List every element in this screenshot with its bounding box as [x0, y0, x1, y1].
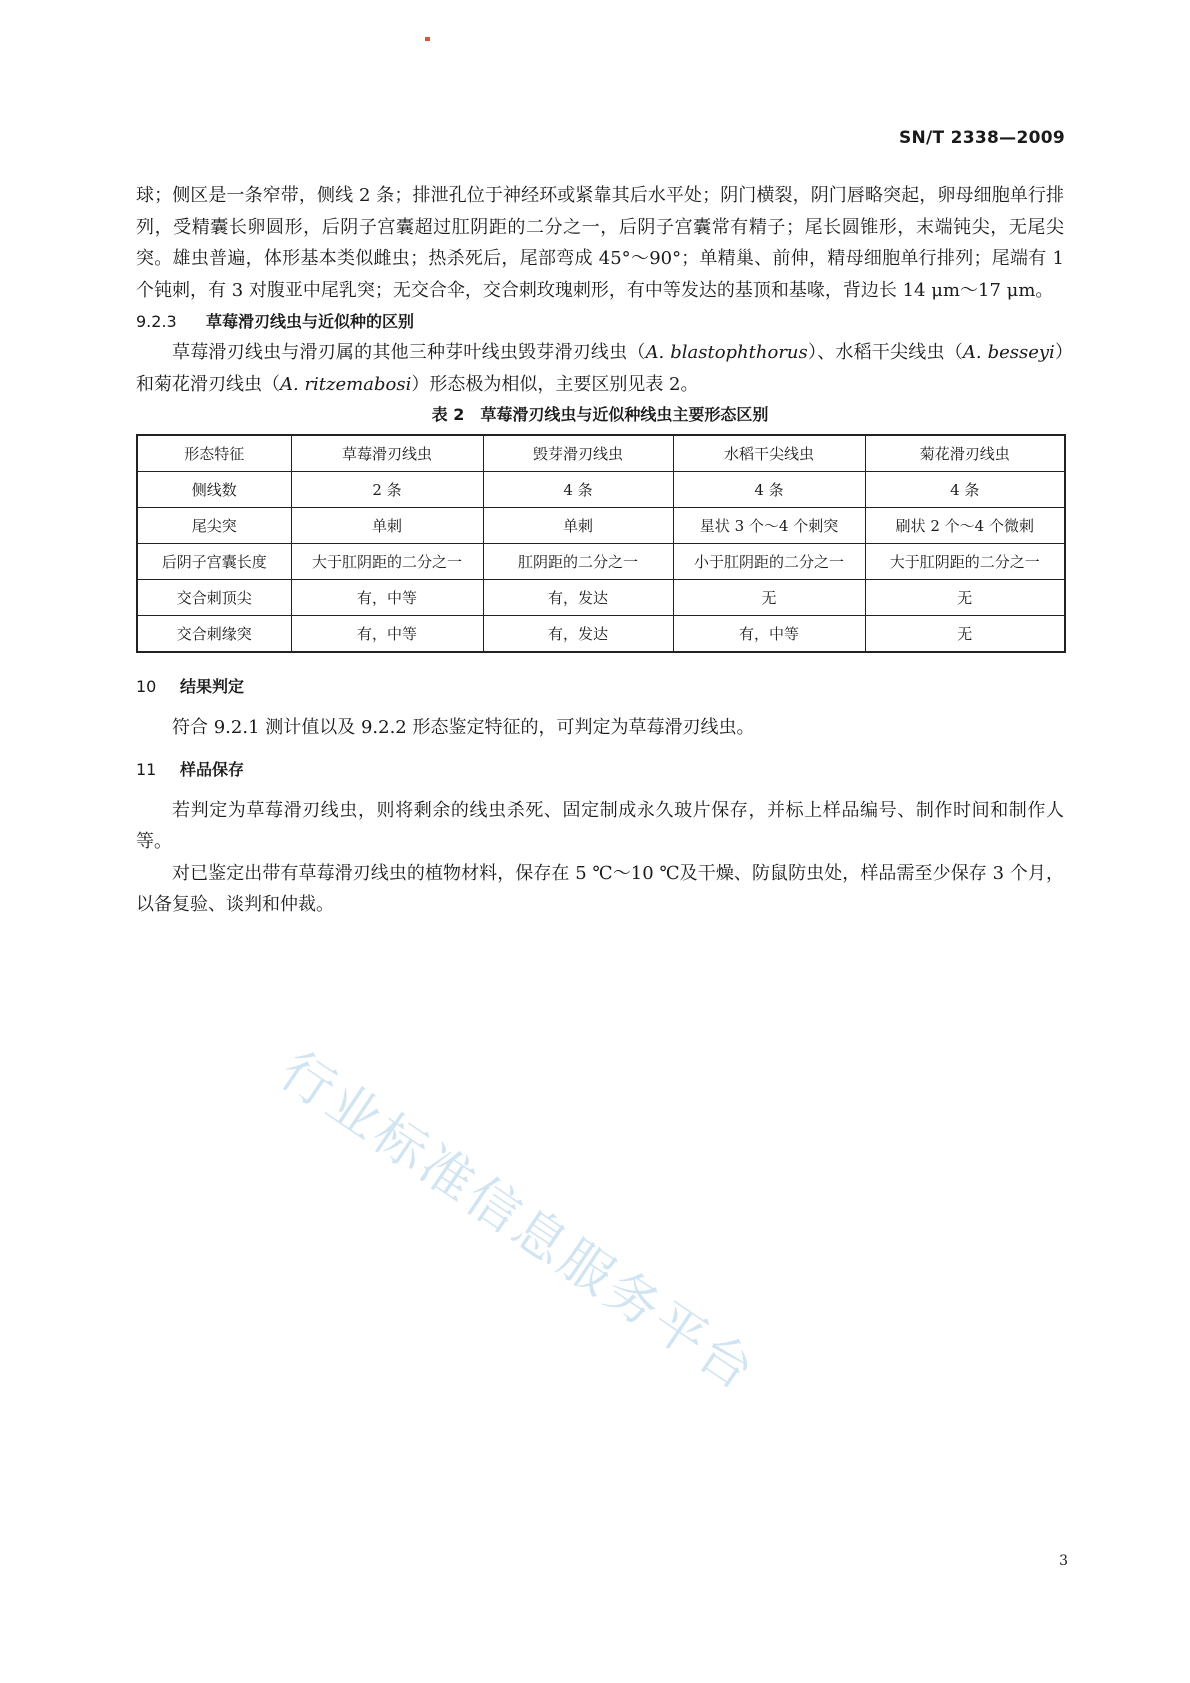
- table-cell: 星状 3 个～4 个刺突: [673, 508, 865, 544]
- table-header-cell: 菊花滑刃线虫: [865, 435, 1065, 472]
- text-run: 草莓滑刃线虫与滑刃属的其他三种芽叶线虫毁芽滑刃线虫（: [172, 342, 646, 363]
- table-cell: 有，发达: [483, 616, 673, 653]
- table-row: [137, 472, 1065, 508]
- species-name: A. ritzemabosi: [280, 373, 412, 395]
- table-header-cell: 毁芽滑刃线虫: [483, 435, 673, 472]
- heading-11: [136, 754, 1064, 785]
- species-name: A. besseyi: [962, 342, 1055, 363]
- species-name: A. blastophthorus: [645, 342, 808, 363]
- paragraph-10: 符合 9.2.1 测计值以及 9.2.2 形态鉴定特征的，可判定为草莓滑刃线虫。: [172, 717, 755, 738]
- table-cell: 后阴子宫囊长度: [137, 544, 291, 580]
- table-cell: 无: [865, 580, 1065, 616]
- text-run: ）和菊花滑刃线虫（: [136, 342, 1065, 395]
- red-mark: [425, 37, 430, 41]
- table-cell: 大于肛阴距的二分之一: [291, 544, 483, 580]
- table-cell: 有，中等: [291, 616, 483, 653]
- table-cell: 单刺: [483, 508, 673, 544]
- heading-9-2-3: [136, 306, 1064, 337]
- table-row: [137, 580, 1065, 616]
- table-row: [137, 544, 1065, 580]
- comparison-table: [136, 434, 1066, 653]
- table-cell: 尾尖突: [137, 508, 291, 544]
- table-cell: 有，中等: [291, 580, 483, 616]
- heading-10: [136, 671, 1064, 702]
- table-cell: 无: [865, 616, 1065, 653]
- heading-title: 结果判定: [180, 677, 245, 696]
- table-cell: 交合刺顶尖: [137, 580, 291, 616]
- table-cell: 2 条: [291, 472, 483, 508]
- table-cell: 4 条: [483, 472, 673, 508]
- heading-title: 样品保存: [180, 759, 245, 779]
- paragraph-continued: 球；侧区是一条窄带，侧线 2 条；排泄孔位于神经环或紧靠其后水平处；阴门横裂，阴门唇略突起，卵母细胞单行排列，受精囊长卵圆形，后阴子宫囊超过肛阴距的二分之一，后阴子宫囊常有精子；尾长圆锥形，末端钝尖，无尾尖突。雄虫普遍，体形基本类似雌虫；热杀死后，尾部弯成 45°～90°；单精巢、前伸，精母细胞单行排列；尾端有 1 个钝刺，有 3 对腹亚中尾乳突；无交合伞，交合刺玫瑰刺形，有中等发达的基顶和基喙，背边长 14 μm～17 μm。: [136, 185, 1064, 301]
- table-row: [137, 508, 1065, 544]
- heading-title: 草莓滑刃线虫与近似种的区别: [206, 312, 415, 331]
- table-header-cell: 草莓滑刃线虫: [291, 435, 483, 472]
- page-content: [136, 180, 1064, 921]
- table-header-cell: 水稻干尖线虫: [673, 435, 865, 472]
- table-cell: 侧线数: [137, 472, 291, 508]
- table-cell: 无: [673, 580, 865, 616]
- heading-number: 10: [136, 677, 157, 696]
- standard-number: SN/T 2338—2009: [898, 128, 1065, 148]
- table-cell: 刷状 2 个～4 个微刺: [865, 508, 1065, 544]
- table-cell: 大于肛阴距的二分之一: [865, 544, 1065, 580]
- table-cell: 4 条: [673, 472, 865, 508]
- page-number: 3: [1059, 1553, 1068, 1569]
- paragraph-9-2-3: [136, 337, 1064, 400]
- table-cell: 单刺: [291, 508, 483, 544]
- paragraph-11-2: 对已鉴定出带有草莓滑刃线虫的植物材料，保存在 5 ℃～10 ℃及干燥、防鼠防虫处，样品需至少保存 3 个月，以备复验、谈判和仲裁。: [136, 862, 1064, 915]
- paragraph-11-1: 若判定为草莓滑刃线虫，则将剩余的线虫杀死、固定制成永久玻片保存，并标上样品编号、制作时间和制作人等。: [136, 799, 1064, 852]
- table-cell: 4 条: [865, 472, 1065, 508]
- text-run: ）形态极为相似，主要区别见表 2。: [411, 373, 699, 395]
- table-cell: 小于肛阴距的二分之一: [673, 544, 865, 580]
- table-caption: 表 2 草莓滑刃线虫与近似种线虫主要形态区别: [431, 405, 769, 424]
- table-header-row: [137, 435, 1065, 472]
- table-cell: 有，中等: [673, 616, 865, 653]
- table-cell: 交合刺缘突: [137, 616, 291, 653]
- heading-number: 9.2.3: [136, 312, 177, 331]
- heading-number: 11: [136, 759, 157, 779]
- table-header-cell: 形态特征: [137, 435, 291, 472]
- watermark-text: 行业标准信息服务平台: [269, 1040, 768, 1404]
- table-cell: 肛阴距的二分之一: [483, 544, 673, 580]
- table-cell: 有，发达: [483, 580, 673, 616]
- table-row: [137, 616, 1065, 653]
- text-run: ）、水稻干尖线虫（: [807, 342, 963, 363]
